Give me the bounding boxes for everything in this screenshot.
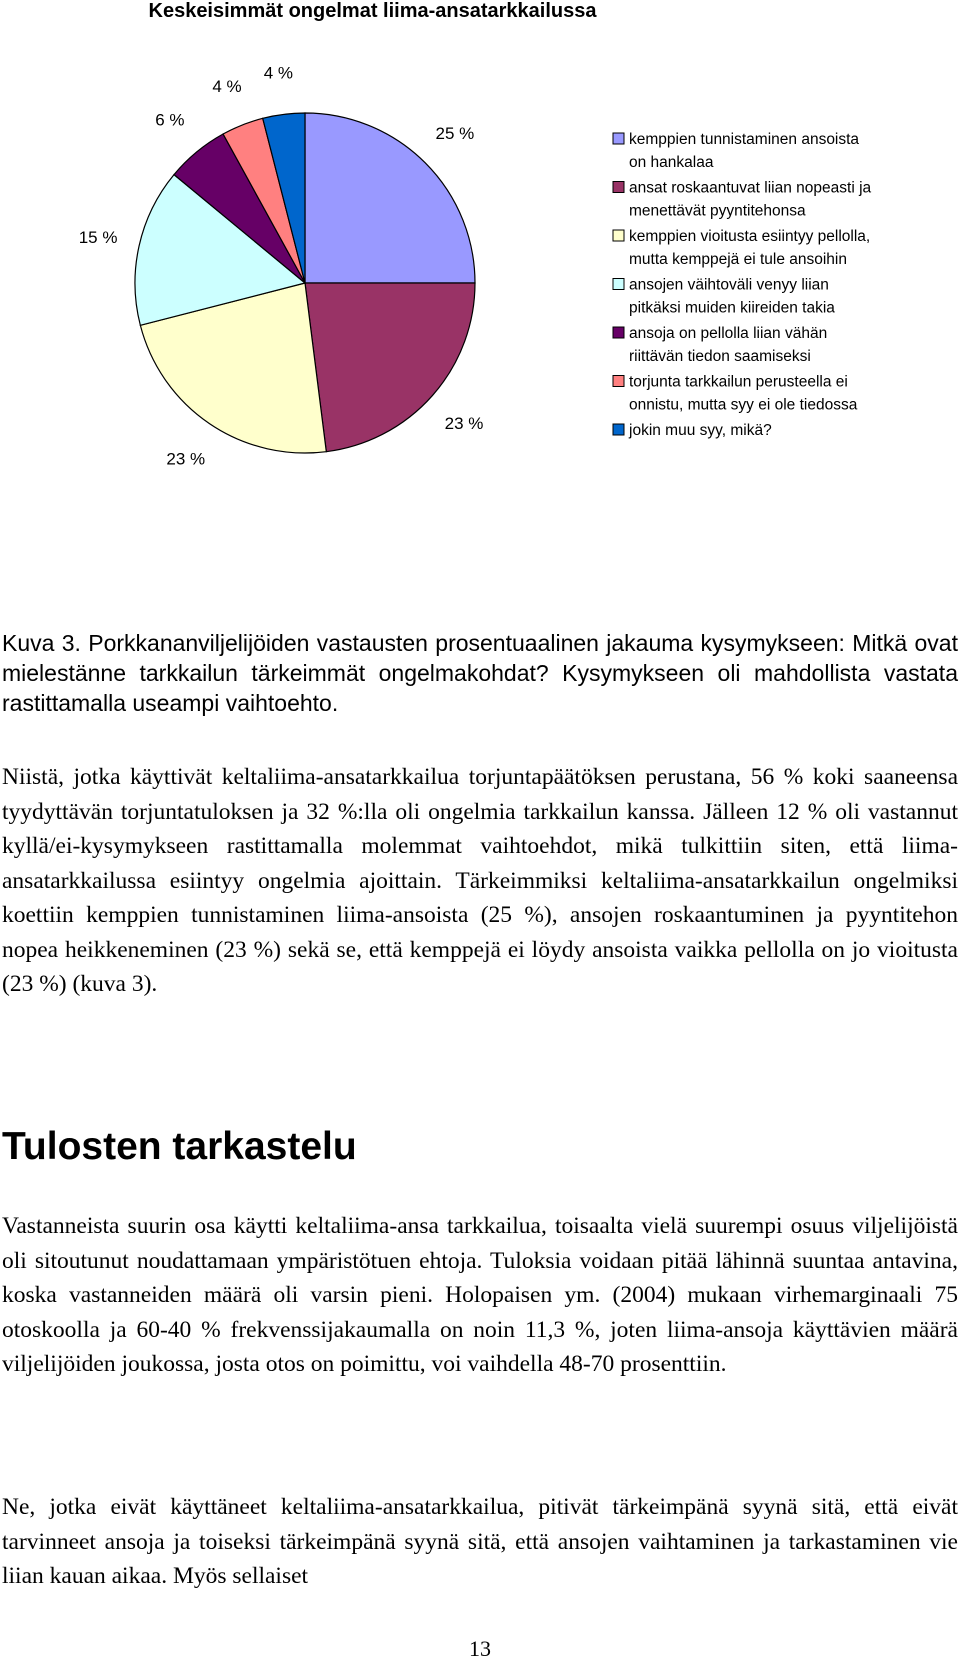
legend-entry-3-line-2: mutta kemppejä ei tule ansoihin [629, 251, 847, 268]
page-number: 13 [469, 1636, 491, 1661]
pie-label-6: 4 % [212, 76, 242, 96]
legend-swatch-4 [613, 279, 624, 290]
legend-entry-6-line-2: onnistu, mutta syy ei ole tiedossa [629, 396, 858, 414]
legend-entry-6-line-1: torjunta tarkkailun perusteella ei [629, 373, 848, 391]
legend-entry-2-line-2: menettävät pyyntitehonsa [629, 202, 806, 220]
legend-swatch-1 [613, 133, 624, 144]
legend-swatch-3 [613, 230, 624, 241]
body-paragraph-1: Niistä, jotka käyttivät keltaliima-ansatarkkailua torjuntapäätöksen perustana, 56 % koki saaneensa tyydyttävän torjuntatuloksen ja 32 %:lla oli ongelmia tarkkailun kanssa. Jälleen 12 % oli vastannut kyllä/ei-kysymykseen rastittamalla molemmat vaihtoehdot, mikä tulkittiin siten, että liima-ansatarkkailussa esiintyy ongelmia ajoittain. Tärkeimmiksi keltaliima-ansatarkkailun ongelmiksi koettiin kemppien tunnistaminen liima-ansoista (25 %), ansojen roskaantuminen ja pyyntitehon nopea heikkeneminen (23 %) sekä se, että kemppejä ei löydy ansoista vaikka pellolla on jo vioitusta (23 %) (kuva 3). [2, 764, 958, 997]
legend-entry-4-line-1: ansojen väihtoväli venyy liian [629, 276, 829, 294]
pie-label-1: 25 % [435, 124, 475, 144]
legend-swatch-5 [613, 327, 624, 338]
pie-slices [135, 110, 475, 453]
legend-entry-4-line-2: pitkäksi muiden kiireiden takia [629, 299, 835, 317]
pie-label-3: 23 % [166, 449, 206, 469]
chart-legend [613, 131, 872, 439]
body-paragraph-3: Ne, jotka eivät käyttäneet keltaliima-ansatarkkailua, pitivät tärkeimpänä syynä sitä, että eivät tarvinneet ansoja ja toiseksi tärkeimpänä syynä sitä, että ansojen vaihtaminen ja tarkastaminen vie liian kauan aikaa. Myös sellaiset [2, 1494, 958, 1589]
pie-label-7: 4 % [263, 63, 294, 83]
legend-swatch-6 [613, 376, 624, 387]
legend-entry-5-line-2: riittävän tiedon saamiseksi [629, 348, 811, 365]
legend-swatch-7 [613, 424, 624, 435]
chart-title: Keskeisimmät ongelmat liima-ansatarkkailussa [148, 0, 597, 22]
legend-entry-1-line-2: on hankalaa [629, 154, 714, 171]
legend-entry-7-line-1: jokin muu syy, mikä? [629, 422, 772, 439]
section-heading: Tulosten tarkastelu [2, 1125, 357, 1168]
figure-caption: Kuva 3. Porkkananviljelijöiden vastausten prosentuaalinen jakauma kysymykseen: Mitkä ovat mielestänne tarkkailun tärkeimmät ongelmakohdat? Kysymykseen oli mahdollista vastata rastittamalla useampi vaihtoehto. [2, 630, 958, 716]
pie-chart [0, 63, 960, 520]
legend-entry-1-line-1: kemppien tunnistaminen ansoista [629, 131, 860, 148]
legend-entry-3-line-1: kemppien vioitusta esiintyy pellolla, [629, 228, 871, 245]
pie-label-5: 6 % [155, 110, 185, 130]
legend-entry-2-line-1: ansat roskaantuvat liian nopeasti ja [629, 179, 872, 197]
pie-label-4: 15 % [78, 227, 118, 247]
legend-entry-5-line-1: ansoja on pellolla liian vähän [629, 325, 828, 342]
pie-label-2: 23 % [444, 414, 484, 434]
legend-swatch-2 [613, 182, 624, 193]
body-paragraph-2: Vastanneista suurin osa käytti keltaliima-ansa tarkkailua, toisaalta vielä suurempi osuus viljelijöistä oli sitoutunut noudattamaan ympäristötuen ehtoja. Tuloksia voidaan pitää lähinnä suuntaa antavina, koska vastanneiden määrä oli varsin pieni. Holopaisen ym. (2004) mukaan virhemarginaali 75 otoskoolla ja 60-40 % frekvenssijakaumalla on noin 11,3 %, joten liima-ansoja käyttävien määrä viljelijöiden joukossa, josta otos on poimittu, voi vaihdella 48-70 prosenttiin. [2, 1213, 958, 1377]
